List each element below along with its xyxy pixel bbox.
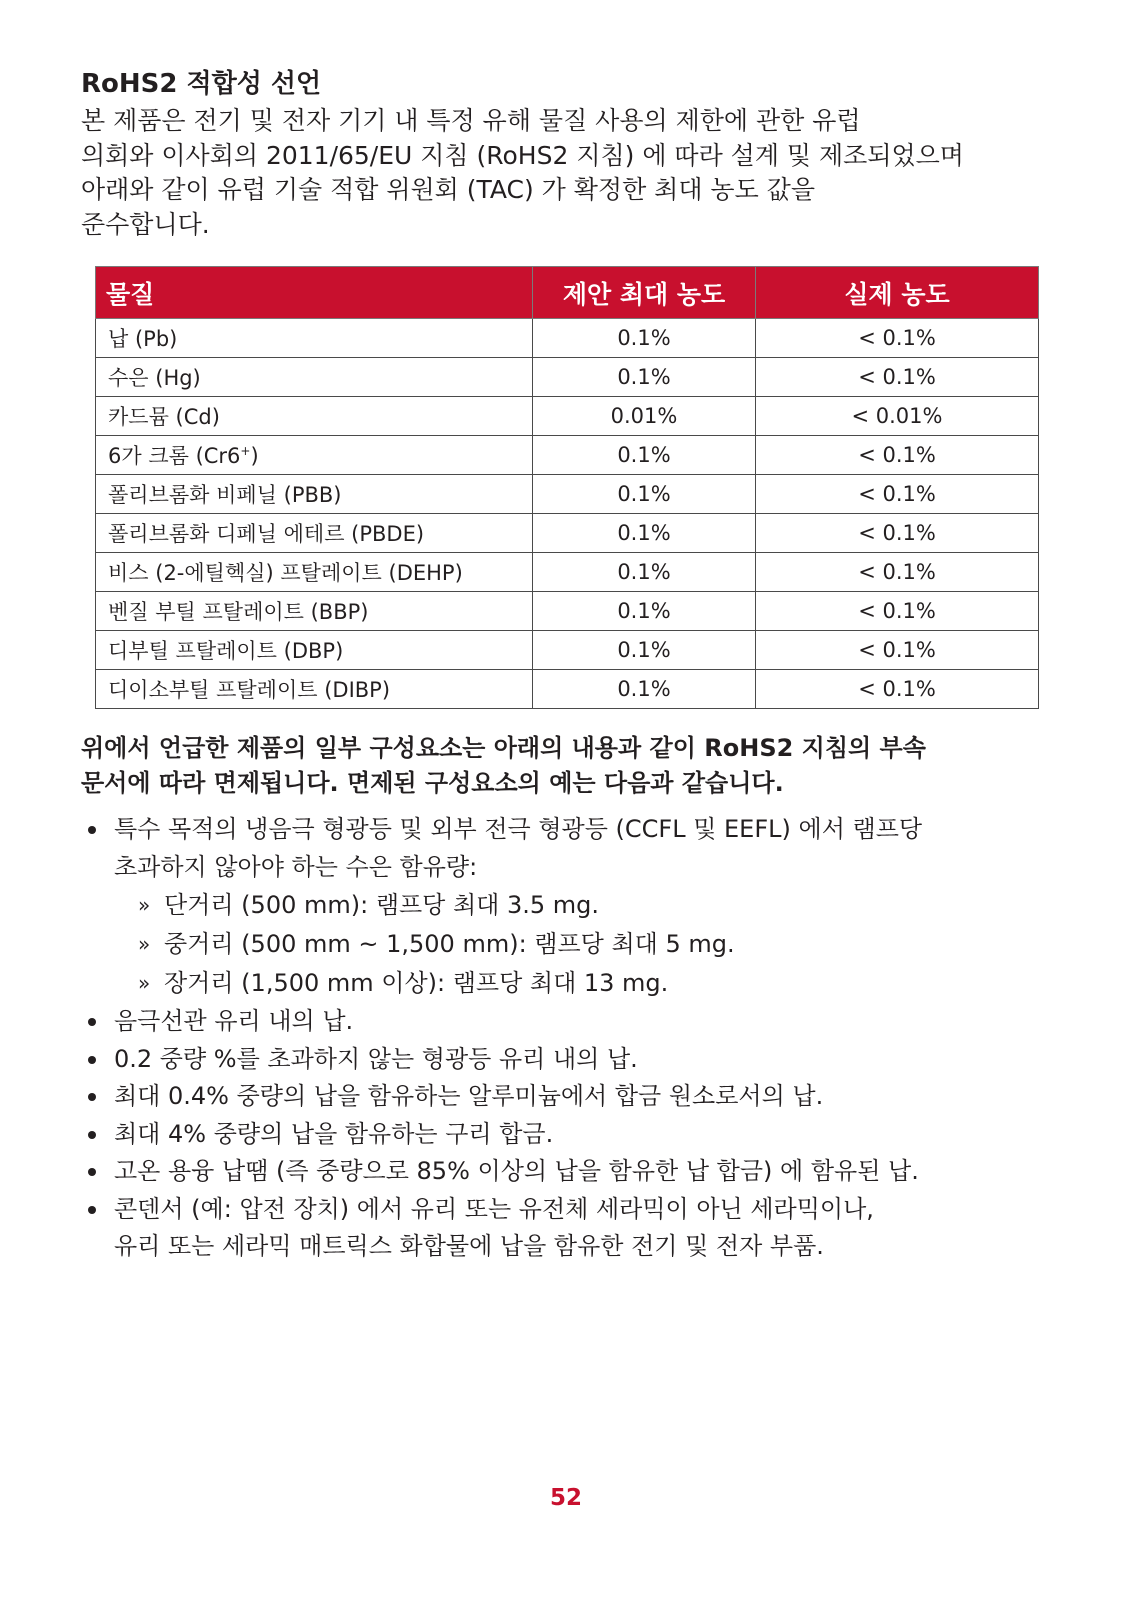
list-item-line: 음극선관 유리 내의 납. xyxy=(114,1007,354,1035)
sub-item-text: 단거리 (500 mm): 램프당 최대 3.5 mg. xyxy=(164,891,600,919)
document-page xyxy=(81,66,1056,1260)
actual-cell: < 0.1% xyxy=(756,592,1039,631)
substance-cell xyxy=(96,436,533,475)
list-item-line: 초과하지 않아야 하는 수은 함유량: xyxy=(114,852,478,881)
table-row xyxy=(96,397,1039,436)
actual-cell: < 0.1% xyxy=(756,553,1039,592)
list-item xyxy=(81,1116,1061,1154)
sub-item-text: 중거리 (500 mm ~ 1,500 mm): 램프당 최대 5 mg. xyxy=(164,930,735,958)
substance-cell: 폴리브롬화 비페닐 (PBB) xyxy=(96,475,533,514)
table-row xyxy=(96,436,1039,475)
list-item xyxy=(81,1191,1061,1266)
note-line: 문서에 따라 면제됩니다. 면제된 구성요소의 예는 다음과 같습니다. xyxy=(81,769,784,797)
exemption-list xyxy=(81,811,1061,1266)
actual-cell: < 0.1% xyxy=(756,670,1039,709)
actual-cell: < 0.01% xyxy=(756,397,1039,436)
proposed-cell: 0.1% xyxy=(533,670,756,709)
list-item-line: 최대 4% 중량의 납을 함유하는 구리 합금. xyxy=(114,1119,554,1148)
list-item-line: 고온 용융 납땜 (즉 중량으로 85% 이상의 납을 함유한 납 합금) 에 함유된 납. xyxy=(114,1157,919,1185)
list-item xyxy=(81,1153,1061,1191)
actual-cell: < 0.1% xyxy=(756,319,1039,358)
substance-cell: 디이소부틸 프탈레이트 (DIBP) xyxy=(96,670,533,709)
list-item-line: 유리 또는 세라믹 매트릭스 화합물에 납을 함유한 전기 및 전자 부품. xyxy=(114,1232,824,1260)
sub-list-item xyxy=(114,886,1061,925)
sub-list-item xyxy=(114,925,1061,964)
sub-list-item xyxy=(114,964,1061,1003)
table-row xyxy=(96,475,1039,514)
actual-cell: < 0.1% xyxy=(756,514,1039,553)
actual-cell: < 0.1% xyxy=(756,436,1039,475)
exemption-note xyxy=(81,731,1056,801)
proposed-cell: 0.1% xyxy=(533,358,756,397)
list-item xyxy=(81,1078,1061,1116)
table-header-row xyxy=(96,267,1039,319)
proposed-cell: 0.01% xyxy=(533,397,756,436)
actual-cell: < 0.1% xyxy=(756,631,1039,670)
page-title: RoHS2 적합성 선언 xyxy=(81,69,322,99)
intro-line: 의회와 이사회의 2011/65/EU 지침 (RoHS2 지침) 에 따라 설계 및 제조되었으며 xyxy=(81,140,964,170)
table-row xyxy=(96,553,1039,592)
intro-paragraph xyxy=(81,104,1056,242)
substance-cell: 비스 (2-에틸헥실) 프탈레이트 (DEHP) xyxy=(96,553,533,592)
proposed-cell: 0.1% xyxy=(533,553,756,592)
table-row xyxy=(96,592,1039,631)
list-item xyxy=(81,1003,1061,1041)
proposed-cell: 0.1% xyxy=(533,436,756,475)
header-substance: 물질 xyxy=(96,267,533,319)
list-item xyxy=(81,811,1061,1003)
proposed-cell: 0.1% xyxy=(533,592,756,631)
table-row xyxy=(96,358,1039,397)
substance-cell: 벤질 부틸 프탈레이트 (BBP) xyxy=(96,592,533,631)
sub-list xyxy=(114,886,1061,1003)
proposed-cell: 0.1% xyxy=(533,475,756,514)
substance-cell: 납 (Pb) xyxy=(96,319,533,358)
substance-table xyxy=(95,266,1039,709)
table-row xyxy=(96,514,1039,553)
table-row xyxy=(96,670,1039,709)
sub-item-text: 장거리 (1,500 mm 이상): 램프당 최대 13 mg. xyxy=(164,969,669,997)
table-row xyxy=(96,319,1039,358)
substance-cell: 수은 (Hg) xyxy=(96,358,533,397)
table-row xyxy=(96,631,1039,670)
proposed-cell: 0.1% xyxy=(533,319,756,358)
intro-line: 아래와 같이 유럽 기술 적합 위원회 (TAC) 가 확정한 최대 농도 값을 xyxy=(81,175,815,204)
note-line: 위에서 언급한 제품의 일부 구성요소는 아래의 내용과 같이 RoHS2 지침의 부속 xyxy=(81,734,926,762)
proposed-cell: 0.1% xyxy=(533,514,756,553)
header-actual: 실제 농도 xyxy=(756,267,1039,319)
substance-cell: 카드뮴 (Cd) xyxy=(96,397,533,436)
actual-cell: < 0.1% xyxy=(756,475,1039,514)
proposed-cell: 0.1% xyxy=(533,631,756,670)
sub-bullet-marker: » xyxy=(138,893,151,917)
sub-bullet-marker: » xyxy=(138,971,151,995)
substance-cell: 폴리브롬화 디페닐 에테르 (PBDE) xyxy=(96,514,533,553)
substance-text: 6가 크롬 (Cr6 xyxy=(108,444,241,468)
list-item-line: 특수 목적의 냉음극 형광등 및 외부 전극 형광등 (CCFL 및 EEFL) 에서 램프당 xyxy=(114,815,923,843)
substance-cell: 디부틸 프탈레이트 (DBP) xyxy=(96,631,533,670)
list-item-line: 콘덴서 (예: 압전 장치) 에서 유리 또는 유전체 세라믹이 아닌 세라믹이나, xyxy=(114,1194,874,1223)
actual-cell: < 0.1% xyxy=(756,358,1039,397)
substance-suffix: ) xyxy=(250,444,259,468)
superscript: + xyxy=(240,444,251,458)
list-item-line: 최대 0.4% 중량의 납을 함유하는 알루미늄에서 합금 원소로서의 납. xyxy=(114,1082,824,1110)
intro-line: 본 제품은 전기 및 전자 기기 내 특정 유해 물질 사용의 제한에 관한 유럽 xyxy=(81,106,861,135)
list-item xyxy=(81,1041,1061,1079)
sub-bullet-marker: » xyxy=(138,932,151,956)
intro-line: 준수합니다. xyxy=(81,209,210,239)
list-item-line: 0.2 중량 %를 초과하지 않는 형광등 유리 내의 납. xyxy=(114,1044,638,1073)
header-proposed: 제안 최대 농도 xyxy=(533,267,756,319)
page-number: 52 xyxy=(549,1485,582,1511)
